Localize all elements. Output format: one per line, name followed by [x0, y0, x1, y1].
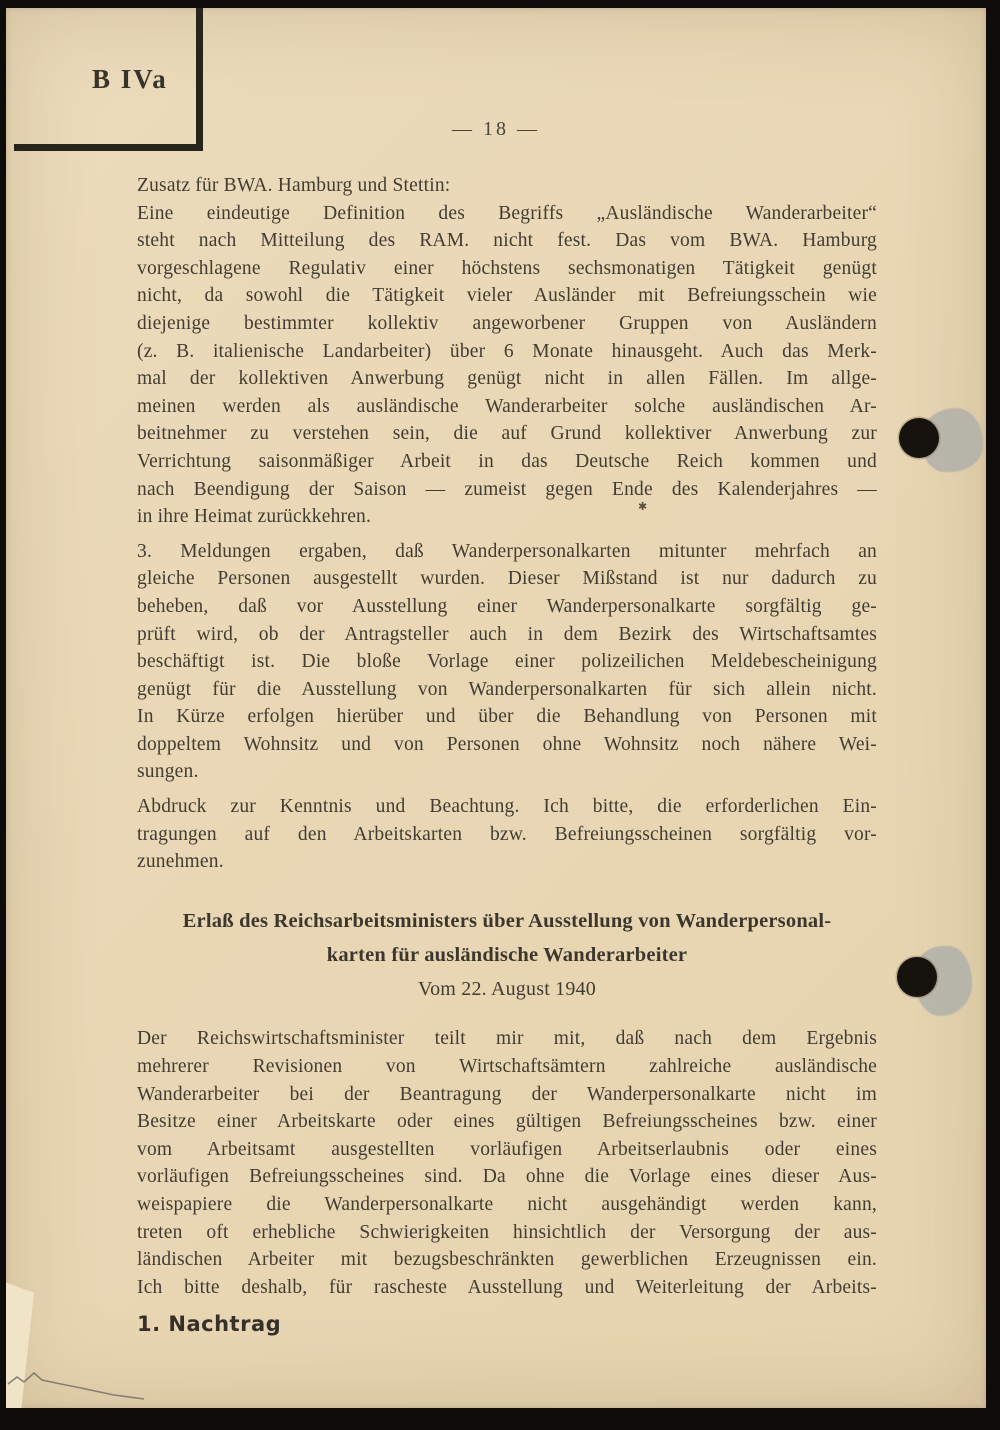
text-line: Ich bitte deshalb, für rascheste Ausstellung und Weiterleitung der Arbeits- — [137, 1276, 877, 1298]
text-line: gleiche Personen ausgestellt wurden. Dieser Mißstand ist nur dadurch zu — [137, 568, 877, 590]
text-line: nach Beendigung der Saison — zumeist gegen Ende des Kalenderjahres — — [137, 478, 877, 500]
text-line: Wanderarbeiter bei der Beantragung der Wanderpersonalkarte nicht im — [137, 1083, 877, 1105]
section1-heading: Zusatz für BWA. Hamburg und Stettin: — [137, 175, 451, 196]
text-line: weispapiere die Wanderpersonalkarte nicht ausgehändigt werden kann, — [137, 1194, 877, 1215]
hole-punch-icon — [899, 418, 939, 458]
classification-label: B IVa — [92, 64, 168, 94]
text-line: Der Reichswirtschaftsminister teilt mir mit, daß nach dem Ergebnis — [137, 1028, 877, 1050]
text-line: tragungen auf den Arbeitskarten bzw. Befreiungsscheinen sorgfältig vor- — [137, 823, 877, 845]
section1-paragraphs — [137, 200, 877, 876]
decree-date: Vom 22. August 1940 — [418, 977, 596, 1000]
section2-paragraphs — [137, 1025, 877, 1301]
paragraph — [137, 538, 877, 786]
paragraph — [137, 200, 877, 531]
text-line: 3. Meldungen ergaben, daß Wanderpersonalkarten mitunter mehrfach an — [137, 540, 877, 562]
text-line: doppeltem Wohnsitz und von Personen ohne Wohnsitz noch nähere Wei- — [137, 733, 877, 755]
paragraph — [137, 1025, 877, 1301]
decree-heading — [137, 904, 877, 1004]
paragraph — [137, 793, 877, 876]
page-number: — 18 — — [452, 118, 540, 140]
document-page — [6, 8, 986, 1408]
text-line: diejenige bestimmter kollektiv angeworbener Gruppen von Ausländern — [137, 312, 877, 334]
text-line: In Kürze erfolgen hierüber und über die Behandlung von Personen mit — [137, 706, 877, 728]
text-line: vorläufigen Befreiungsscheines sind. Da ohne die Vorlage eines dieser Aus- — [137, 1166, 877, 1188]
text-line: meinen werden als ausländische Wanderarbeiter solche ausländischen Ar- — [137, 395, 877, 417]
text-line: in ihre Heimat zurückkehren. — [137, 506, 372, 528]
text-line: vorgeschlagene Regulativ einer höchstens sechsmonatigen Tätigkeit genügt — [137, 257, 877, 279]
text-line: steht nach Mitteilung des RAM. nicht fest. Das vom BWA. Hamburg — [137, 230, 877, 252]
ink-speck: ✱ — [638, 501, 648, 513]
text-line: mal der kollektiven Anwerbung genügt nicht in allen Fällen. Im allge- — [137, 368, 877, 390]
text-line: prüft wird, ob der Antragsteller auch in dem Bezirk des Wirtschaftsamtes — [137, 623, 877, 645]
text-line: Abdruck zur Kenntnis und Beachtung. Ich bitte, die erforderlichen Ein- — [137, 796, 877, 818]
text-line: beitnehmer zu verstehen sein, die auf Grund kollektiver Anwerbung zur — [137, 423, 877, 445]
text-line: beschäftigt ist. Die bloße Vorlage einer polizeilichen Meldebescheinigung — [137, 651, 877, 673]
text-line: ländischen Arbeiter mit bezugsbeschränkten gewerblichen Erzeugnissen ein. — [137, 1249, 877, 1271]
text-line: vom Arbeitsamt ausgestellten vorläufigen Arbeitserlaubnis oder eines — [137, 1138, 877, 1160]
text-line: zunehmen. — [137, 851, 224, 873]
text-line: (z. B. italienische Landarbeiter) über 6 Monate hinausgeht. Auch das Merk- — [137, 340, 877, 362]
text-line: Eine eindeutige Definition des Begriffs „Ausländische Wanderarbeiter“ — [137, 202, 877, 224]
decree-heading-line2: karten für ausländische Wanderarbeiter — [326, 943, 688, 966]
text-line: Besitze einer Arbeitskarte oder eines gültigen Befreiungsscheines bzw. einer — [137, 1111, 877, 1133]
decree-heading-line1: Erlaß des Reichsarbeitsministers über Ausstellung von Wanderpersonal- — [182, 909, 832, 932]
text-line: beheben, daß vor Ausstellung einer Wanderpersonalkarte sorgfältig ge- — [137, 595, 877, 617]
text-line: genügt für die Ausstellung von Wanderpersonalkarten für sich allein nicht. — [137, 678, 877, 700]
footer-label: 1. Nachtrag — [137, 1312, 282, 1337]
hole-punch-icon — [897, 957, 937, 997]
text-line: sungen. — [137, 761, 199, 783]
text-line: mehrerer Revisionen von Wirtschaftsämtern zahlreiche ausländische — [137, 1056, 877, 1078]
text-line: Verrichtung saisonmäßiger Arbeit in das Deutsche Reich kommen und — [137, 450, 877, 472]
text-column — [137, 172, 877, 1339]
text-line: nicht, da sowohl die Tätigkeit vieler Ausländer mit Befreiungsschein wie — [137, 285, 877, 307]
pencil-mark-icon — [6, 1360, 156, 1405]
text-line: treten oft erhebliche Schwierigkeiten hinsichtlich der Versorgung der aus- — [137, 1221, 877, 1243]
